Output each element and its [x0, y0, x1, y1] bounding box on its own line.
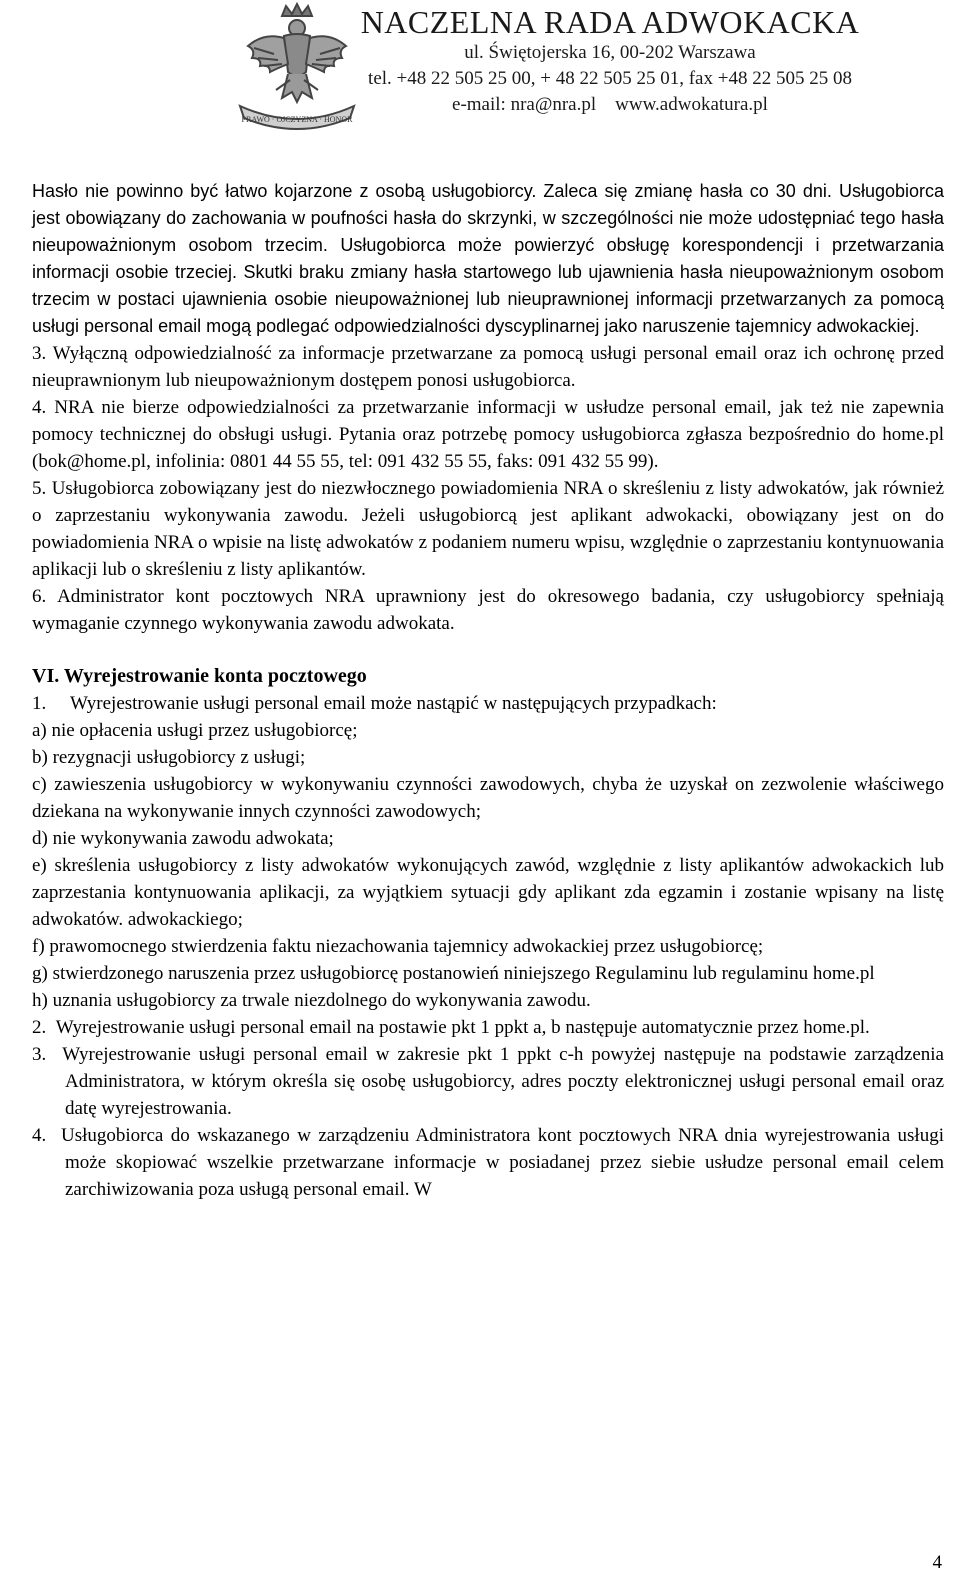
- paragraph-password: [32, 178, 944, 340]
- list-item-h: h) uznania usługobiorcy za trwale niezdolnego do wykonywania zawodu.: [32, 990, 591, 1011]
- section-item-3: 3. Wyrejestrowanie usługi personal email w zakresie pkt 1 ppkt c-h powyżej następuje na podstawie zarządzenia Administratora, w którym określa się osobę usługobiorcy, adres poczty elektronicznej usługi personal email oraz datę wyrejestrowania.: [32, 1044, 944, 1119]
- organization-name: NACZELNA RADA ADWOKACKA: [360, 4, 860, 40]
- section-title: VI. Wyrejestrowanie konta pocztowego: [32, 665, 367, 687]
- paragraph-password-sans: Hasło nie powinno być łatwo kojarzone z osobą usługobiorcy. Zaleca się zmianę hasła co 30 dni. Usługobiorca jest obowiązany do zachowania w poufności hasła do skrzynki, w szczególności nie może udostępniać tego hasła nieupoważnionym osobom trzecim. Usługobiorca może powierzyć obsługę korespondencji i przetwarzania informacji osobie trzeciej.: [32, 181, 944, 282]
- list-item-d: d) nie wykonywania zawodu adwokata;: [32, 828, 334, 849]
- section-item-1: 1. Wyrejestrowanie usługi personal email może nastąpić w następujących przypadkach:: [32, 693, 717, 714]
- paragraph-5: 5. Usługobiorca zobowiązany jest do niezwłocznego powiadomienia NRA o skreśleniu z listy adwokatów, jak również o zaprzestaniu wykonywania zawodu. Jeżeli usługobiorcą jest aplikant adwokacki, obowiązany jest on do powiadomienia NRA o wpisie na listę adwokatów z podaniem numeru wpisu, względnie o zaprzestaniu kontynuowania aplikacji lub o skreśleniu z listy aplikantów.: [32, 478, 944, 580]
- paragraph-6: 6. Administrator kont pocztowych NRA uprawniony jest do okresowego badania, czy usługobiorcy spełniają wymaganie czynnego wykonywania zawodu adwokata.: [32, 586, 944, 634]
- list-item-a: a) nie opłacenia usługi przez usługobiorcę;: [32, 720, 358, 741]
- section-item-2: 2. Wyrejestrowanie usługi personal email na postawie pkt 1 ppkt a, b następuje automatycznie przez home.pl.: [32, 1017, 870, 1038]
- letterhead: [0, 0, 960, 140]
- list-item-c: c) zawieszenia usługobiorcy w wykonywaniu czynności zawodowych, chyba że uzyskał on zezwolenie właściwego dziekana na wykonywanie innych czynności zawodowych;: [32, 774, 944, 822]
- list-item-f: f) prawomocnego stwierdzenia faktu niezachowania tajemnicy adwokackiej przez usługobiorcę;: [32, 936, 764, 957]
- paragraph-4: 4. NRA nie bierze odpowiedzialności za przetwarzanie informacji w usłudze personal email, jak też nie zapewnia pomocy technicznej do obsługi usługi. Pytania oraz potrzebę pomocy usługobiorca zgłasza bezpośrednio do home.pl (bok@home.pl, infolinia: 0801 44 55 55, tel: 091 432 55 55, faks: 091 432 55 99).: [32, 397, 944, 472]
- organization-address: ul. Świętojerska 16, 00-202 Warszawa: [464, 42, 756, 63]
- paragraph-3: 3. Wyłączną odpowiedzialność za informacje przetwarzane za pomocą usługi personal email oraz ich ochronę przed nieuprawnionym lub nieupoważnionym dostępem ponosi usługobiorca.: [32, 343, 944, 391]
- document-body: [32, 178, 944, 1203]
- page-number: 4: [932, 1552, 942, 1573]
- list-item-e: e) skreślenia usługobiorcy z listy adwokatów wykonujących zawód, względnie z listy aplikantów adwokackich lub zaprzestania kontynuowania aplikacji, za wyjątkiem sytuacji gdy aplikant zda egzamin i zostanie wpisany na listę adwokatów. adwokackiego;: [32, 855, 944, 930]
- organization-email-www: e-mail: nra@nra.pl www.adwokatura.pl: [452, 94, 768, 115]
- organization-phones: tel. +48 22 505 25 00, + 48 22 505 25 01, fax +48 22 505 25 08: [368, 68, 852, 89]
- letterhead-text: [270, 4, 950, 118]
- paragraph-consequences: Skutki braku zmiany hasła startowego lub ujawnienia hasła nieupoważnionym osobom trzecim w postaci ujawnienia osobie nieupoważnionej lub nieuprawnionej informacji przetwarzanych za pomocą usługi personal email mogą podlegać odpowiedzialności dyscyplinarnej jako naruszenie tajemnicy adwokackiej.: [32, 262, 944, 336]
- svg-text:PRAWO · OJCZYZNA · HONOR: PRAWO · OJCZYZNA · HONOR: [241, 115, 353, 124]
- list-item-b: b) rezygnacji usługobiorcy z usługi;: [32, 747, 306, 768]
- list-item-g: g) stwierdzonego naruszenia przez usługobiorcę postanowień niniejszego Regulaminu lub regulaminu home.pl: [32, 963, 875, 984]
- section-item-4: 4. Usługobiorca do wskazanego w zarządzeniu Administratora kont pocztowych NRA dnia wyrejestrowania usługi może skopiować wszelkie przetwarzane informacje w posiadanej przez siebie usłudze personal email celem zarchiwizowania poza usługą personal email. W: [32, 1125, 944, 1200]
